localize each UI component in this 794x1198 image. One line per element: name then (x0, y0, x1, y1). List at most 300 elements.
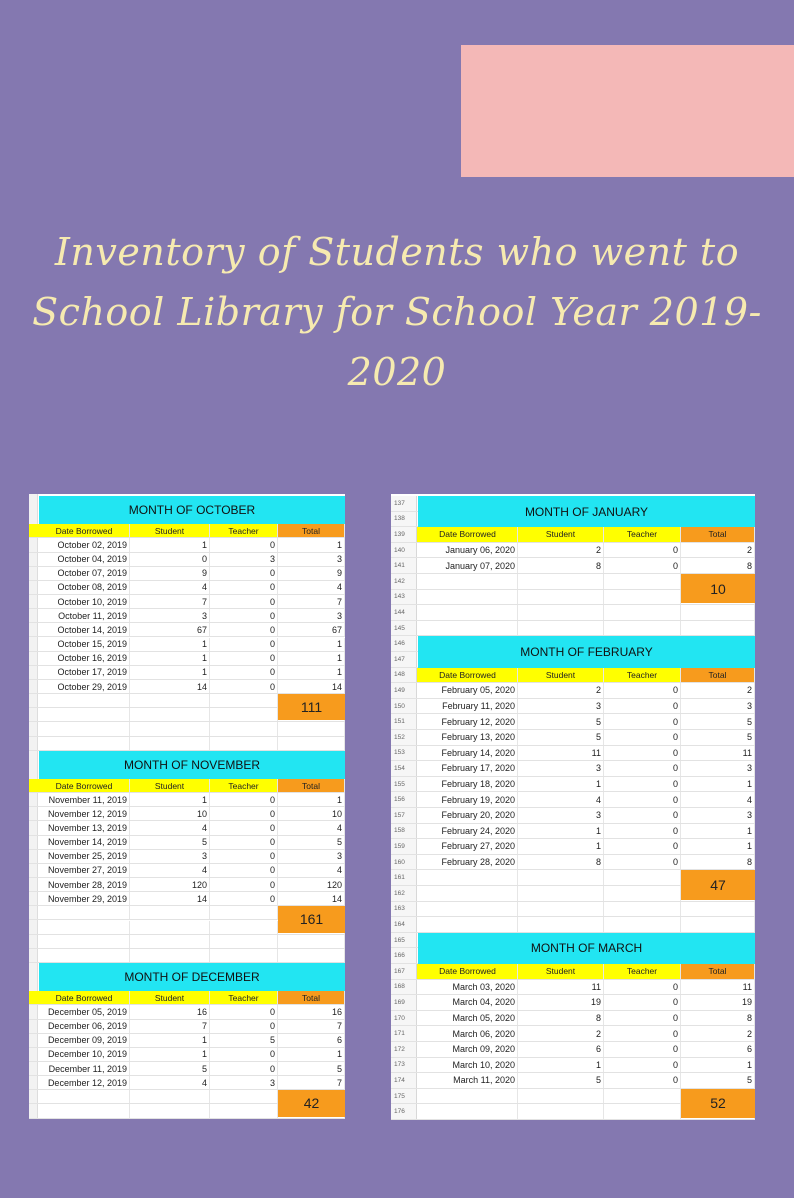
row-number: 150 (391, 699, 417, 714)
teacher-cell: 0 (604, 995, 681, 1010)
table-row (391, 761, 755, 777)
teacher-cell: 0 (604, 1011, 681, 1026)
total-cell: 3 (681, 761, 755, 776)
empty-cell (604, 902, 681, 917)
empty-cell (418, 1104, 518, 1119)
teacher-cell: 0 (604, 777, 681, 792)
title-line-2: School Library for School Year 2019- (32, 290, 762, 334)
table-row (29, 878, 345, 892)
row-number: 146 (391, 636, 417, 651)
teacher-cell: 0 (604, 1026, 681, 1041)
teacher-cell: 0 (210, 609, 278, 622)
date-cell: March 11, 2020 (418, 1073, 518, 1088)
header-student: Student (130, 524, 210, 537)
teacher-cell: 0 (210, 807, 278, 820)
page-title (20, 222, 774, 402)
header-total: Total (681, 668, 755, 683)
header-teacher: Teacher (210, 779, 278, 792)
student-cell: 4 (130, 821, 210, 834)
empty-cell (210, 906, 278, 919)
date-cell: March 09, 2020 (418, 1042, 518, 1057)
table-row (29, 1034, 345, 1048)
total-cell: 1 (681, 839, 755, 854)
row-number: 176 (391, 1104, 417, 1119)
total-cell: 19 (681, 995, 755, 1010)
row-number: 167 (391, 964, 417, 979)
teacher-cell: 0 (604, 855, 681, 870)
row-number: 175 (391, 1089, 417, 1104)
table-row (391, 699, 755, 715)
month-total-box: 111 (278, 694, 345, 720)
row-number: 159 (391, 839, 417, 854)
student-cell: 14 (130, 680, 210, 693)
row-number: 164 (391, 917, 417, 932)
date-cell: February 13, 2020 (418, 730, 518, 745)
header-row (391, 964, 755, 980)
student-cell: 4 (518, 792, 604, 807)
empty-cell (518, 621, 604, 636)
empty-cell (604, 870, 681, 885)
empty-cell (210, 694, 278, 707)
empty-cell (681, 902, 755, 917)
total-cell: 8 (681, 558, 755, 573)
table-row (29, 807, 345, 821)
empty-cell (518, 1089, 604, 1104)
header-teacher: Teacher (604, 964, 681, 979)
blank-row (391, 621, 755, 637)
header-date-borrowed: Date Borrowed (418, 668, 518, 683)
teacher-cell: 0 (210, 567, 278, 580)
row-number: 165 (391, 933, 417, 948)
total-cell: 1 (278, 666, 345, 679)
student-cell: 11 (518, 746, 604, 761)
empty-cell (130, 722, 210, 735)
empty-cell (130, 921, 210, 934)
student-cell: 8 (518, 1011, 604, 1026)
total-cell: 120 (278, 878, 345, 891)
row-number: 137 (391, 496, 417, 511)
row-number: 140 (391, 543, 417, 558)
table-row (29, 1062, 345, 1076)
row-number: 160 (391, 855, 417, 870)
month-total-box: 161 (278, 906, 345, 932)
empty-cell (518, 917, 604, 932)
student-cell: 19 (518, 995, 604, 1010)
date-cell: November 14, 2019 (39, 836, 130, 849)
empty-cell (278, 737, 345, 750)
student-cell: 11 (518, 980, 604, 995)
teacher-cell: 0 (210, 666, 278, 679)
table-row (29, 623, 345, 637)
date-cell: December 12, 2019 (39, 1076, 130, 1089)
student-cell: 7 (130, 595, 210, 608)
empty-cell (210, 949, 278, 962)
total-cell: 1 (681, 777, 755, 792)
empty-cell (39, 737, 130, 750)
header-date-borrowed: Date Borrowed (39, 524, 130, 537)
header-student: Student (518, 668, 604, 683)
empty-cell (418, 574, 518, 589)
date-cell: February 24, 2020 (418, 824, 518, 839)
teacher-cell: 0 (210, 652, 278, 665)
total-cell: 8 (681, 855, 755, 870)
empty-cell (210, 921, 278, 934)
table-row (29, 567, 345, 581)
student-cell: 9 (130, 567, 210, 580)
student-cell: 1 (130, 638, 210, 651)
table-row (391, 1073, 755, 1089)
blank-row (29, 737, 345, 751)
total-cell: 4 (278, 864, 345, 877)
date-cell: November 27, 2019 (39, 864, 130, 877)
row-number: 166 (391, 948, 417, 963)
header-date-borrowed: Date Borrowed (418, 964, 518, 979)
teacher-cell: 0 (210, 793, 278, 806)
row-number: 172 (391, 1042, 417, 1057)
table-row (391, 558, 755, 574)
total-cell: 1 (278, 652, 345, 665)
student-cell: 4 (130, 864, 210, 877)
header-date-borrowed: Date Borrowed (39, 779, 130, 792)
empty-cell (418, 886, 518, 901)
student-cell: 3 (518, 761, 604, 776)
table-row (29, 680, 345, 694)
date-cell: January 06, 2020 (418, 543, 518, 558)
student-cell: 14 (130, 892, 210, 905)
empty-cell (210, 935, 278, 948)
table-row (391, 824, 755, 840)
student-cell: 120 (130, 878, 210, 891)
teacher-cell: 5 (210, 1034, 278, 1047)
teacher-cell: 0 (604, 839, 681, 854)
row-number: 143 (391, 590, 417, 605)
row-number: 158 (391, 824, 417, 839)
student-cell: 67 (130, 623, 210, 636)
empty-cell (39, 1104, 130, 1117)
date-cell: February 18, 2020 (418, 777, 518, 792)
student-cell: 5 (130, 1062, 210, 1075)
date-cell: February 28, 2020 (418, 855, 518, 870)
table-row (391, 1042, 755, 1058)
empty-cell (418, 621, 518, 636)
header-student: Student (130, 779, 210, 792)
empty-cell (39, 949, 130, 962)
table-row (29, 821, 345, 835)
title-line-3: 2020 (347, 350, 447, 394)
student-cell: 3 (130, 850, 210, 863)
table-row (29, 609, 345, 623)
teacher-cell: 3 (210, 1076, 278, 1089)
date-cell: November 11, 2019 (39, 793, 130, 806)
date-cell: November 29, 2019 (39, 892, 130, 905)
empty-cell (130, 906, 210, 919)
table-row (391, 980, 755, 996)
date-cell: October 14, 2019 (39, 623, 130, 636)
header-row (29, 524, 345, 538)
empty-cell (681, 621, 755, 636)
total-cell: 10 (278, 807, 345, 820)
teacher-cell: 0 (604, 558, 681, 573)
student-cell: 1 (518, 839, 604, 854)
blank-row (29, 949, 345, 963)
student-cell: 3 (130, 609, 210, 622)
table-row (391, 1058, 755, 1074)
teacher-cell: 0 (604, 980, 681, 995)
header-total: Total (278, 779, 345, 792)
total-cell: 16 (278, 1005, 345, 1018)
teacher-cell: 0 (210, 538, 278, 551)
empty-cell (39, 906, 130, 919)
teacher-cell: 0 (604, 746, 681, 761)
table-row (391, 1026, 755, 1042)
student-cell: 1 (518, 1058, 604, 1073)
empty-cell (39, 708, 130, 721)
total-cell: 2 (681, 683, 755, 698)
date-cell: January 07, 2020 (418, 558, 518, 573)
table-row (29, 850, 345, 864)
empty-cell (130, 737, 210, 750)
blank-row (29, 935, 345, 949)
teacher-cell: 0 (210, 850, 278, 863)
date-cell: October 16, 2019 (39, 652, 130, 665)
teacher-cell: 0 (210, 595, 278, 608)
total-cell: 1 (278, 638, 345, 651)
total-cell: 1 (278, 538, 345, 551)
blank-row (391, 605, 755, 621)
student-cell: 2 (518, 1026, 604, 1041)
table-row (29, 1048, 345, 1062)
table-row (29, 595, 345, 609)
total-cell: 67 (278, 623, 345, 636)
table-row (29, 1020, 345, 1034)
date-cell: November 12, 2019 (39, 807, 130, 820)
month-banner: MONTH OF NOVEMBER (39, 751, 345, 779)
row-number: 162 (391, 886, 417, 901)
header-date-borrowed: Date Borrowed (418, 527, 518, 542)
empty-cell (130, 949, 210, 962)
row-number: 144 (391, 605, 417, 620)
row-number: 174 (391, 1073, 417, 1088)
date-cell: February 05, 2020 (418, 683, 518, 698)
date-cell: October 02, 2019 (39, 538, 130, 551)
row-number: 147 (391, 652, 417, 667)
table-row (29, 538, 345, 552)
teacher-cell: 0 (604, 714, 681, 729)
date-cell: October 29, 2019 (39, 680, 130, 693)
empty-cell (418, 1089, 518, 1104)
table-row (29, 638, 345, 652)
empty-cell (604, 917, 681, 932)
teacher-cell: 0 (604, 792, 681, 807)
total-cell: 5 (278, 1062, 345, 1075)
student-cell: 7 (130, 1020, 210, 1033)
student-cell: 8 (518, 855, 604, 870)
empty-cell (210, 1104, 278, 1117)
teacher-cell: 0 (210, 680, 278, 693)
title-line-1: Inventory of Students who went to (54, 230, 740, 274)
header-teacher: Teacher (210, 991, 278, 1004)
date-cell: February 12, 2020 (418, 714, 518, 729)
total-cell: 1 (278, 793, 345, 806)
teacher-cell: 0 (210, 836, 278, 849)
empty-cell (130, 1090, 210, 1103)
table-row (391, 683, 755, 699)
total-cell: 4 (278, 581, 345, 594)
header-teacher: Teacher (210, 524, 278, 537)
student-cell: 1 (130, 652, 210, 665)
month-banner: MONTH OF OCTOBER (39, 496, 345, 524)
empty-cell (39, 722, 130, 735)
header-row (391, 527, 755, 543)
table-row (29, 652, 345, 666)
header-total: Total (278, 524, 345, 537)
table-row (391, 808, 755, 824)
empty-cell (130, 1104, 210, 1117)
total-cell: 6 (278, 1034, 345, 1047)
month-total-box: 10 (681, 574, 755, 603)
student-cell: 1 (130, 1034, 210, 1047)
student-cell: 10 (130, 807, 210, 820)
table-row (391, 792, 755, 808)
row-number: 148 (391, 668, 417, 683)
table-row (29, 1005, 345, 1019)
total-cell: 3 (278, 609, 345, 622)
teacher-cell: 0 (210, 878, 278, 891)
empty-cell (604, 574, 681, 589)
teacher-cell: 0 (210, 638, 278, 651)
student-cell: 1 (130, 666, 210, 679)
teacher-cell: 0 (210, 581, 278, 594)
left-spreadsheet (29, 494, 345, 1119)
row-number: 170 (391, 1011, 417, 1026)
header-teacher: Teacher (604, 527, 681, 542)
table-row (391, 995, 755, 1011)
total-cell: 1 (278, 1048, 345, 1061)
empty-cell (518, 870, 604, 885)
date-cell: December 10, 2019 (39, 1048, 130, 1061)
header-row (29, 991, 345, 1005)
student-cell: 1 (130, 1048, 210, 1061)
empty-cell (278, 949, 345, 962)
table-row (391, 730, 755, 746)
total-cell: 11 (681, 980, 755, 995)
total-cell: 9 (278, 567, 345, 580)
teacher-cell: 0 (604, 824, 681, 839)
month-total-box: 47 (681, 870, 755, 899)
table-row (29, 793, 345, 807)
total-cell: 7 (278, 1020, 345, 1033)
empty-cell (278, 722, 345, 735)
row-number: 161 (391, 870, 417, 885)
table-row (29, 892, 345, 906)
row-number: 155 (391, 777, 417, 792)
row-number: 151 (391, 714, 417, 729)
date-cell: February 17, 2020 (418, 761, 518, 776)
month-banner: MONTH OF DECEMBER (39, 963, 345, 991)
pink-banner-block (461, 45, 794, 177)
student-cell: 2 (518, 543, 604, 558)
teacher-cell: 0 (604, 683, 681, 698)
total-cell: 14 (278, 892, 345, 905)
date-cell: February 19, 2020 (418, 792, 518, 807)
row-number: 153 (391, 746, 417, 761)
row-number: 142 (391, 574, 417, 589)
student-cell: 6 (518, 1042, 604, 1057)
total-cell: 5 (681, 730, 755, 745)
table-row (29, 581, 345, 595)
table-row (391, 1011, 755, 1027)
empty-cell (604, 1089, 681, 1104)
date-cell: February 11, 2020 (418, 699, 518, 714)
total-cell: 4 (681, 792, 755, 807)
date-cell: December 09, 2019 (39, 1034, 130, 1047)
empty-cell (604, 886, 681, 901)
empty-cell (418, 605, 518, 620)
table-row (29, 864, 345, 878)
date-cell: February 27, 2020 (418, 839, 518, 854)
teacher-cell: 0 (210, 1005, 278, 1018)
header-student: Student (518, 527, 604, 542)
header-teacher: Teacher (604, 668, 681, 683)
teacher-cell: 0 (604, 761, 681, 776)
total-cell: 3 (278, 553, 345, 566)
month-total-box: 52 (681, 1089, 755, 1118)
empty-cell (518, 886, 604, 901)
teacher-cell: 0 (604, 730, 681, 745)
teacher-cell: 0 (210, 864, 278, 877)
empty-cell (418, 917, 518, 932)
empty-cell (39, 921, 130, 934)
teacher-cell: 0 (210, 892, 278, 905)
student-cell: 5 (130, 836, 210, 849)
date-cell: March 04, 2020 (418, 995, 518, 1010)
total-cell: 2 (681, 543, 755, 558)
total-cell: 5 (681, 1073, 755, 1088)
empty-cell (39, 1090, 130, 1103)
table-row (391, 714, 755, 730)
header-total: Total (681, 527, 755, 542)
date-cell: February 14, 2020 (418, 746, 518, 761)
total-cell: 7 (278, 595, 345, 608)
empty-cell (518, 590, 604, 605)
header-total: Total (278, 991, 345, 1004)
table-row (29, 553, 345, 567)
row-number: 168 (391, 980, 417, 995)
date-cell: March 03, 2020 (418, 980, 518, 995)
date-cell: October 10, 2019 (39, 595, 130, 608)
date-cell: December 05, 2019 (39, 1005, 130, 1018)
student-cell: 1 (518, 824, 604, 839)
teacher-cell: 3 (210, 553, 278, 566)
student-cell: 4 (130, 1076, 210, 1089)
blank-row (391, 902, 755, 918)
row-number: 141 (391, 558, 417, 573)
teacher-cell: 0 (210, 1062, 278, 1075)
empty-cell (130, 708, 210, 721)
date-cell: November 13, 2019 (39, 821, 130, 834)
date-cell: December 11, 2019 (39, 1062, 130, 1075)
header-total: Total (681, 964, 755, 979)
student-cell: 8 (518, 558, 604, 573)
table-row (391, 746, 755, 762)
student-cell: 16 (130, 1005, 210, 1018)
table-row (391, 855, 755, 871)
month-total-box: 42 (278, 1090, 345, 1116)
table-row (391, 777, 755, 793)
row-number: 138 (391, 512, 417, 527)
date-cell: October 07, 2019 (39, 567, 130, 580)
total-cell: 4 (278, 821, 345, 834)
